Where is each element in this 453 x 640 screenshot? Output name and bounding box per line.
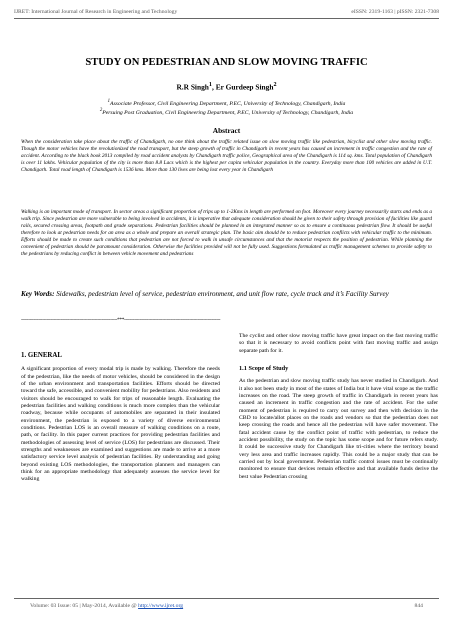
keywords-label: Key Words: bbox=[21, 290, 55, 298]
intro-paragraph: The cyclist and other slow moving traffic have great impact on the fast moving traffic so that it is necessary to avoid conflicts point with fast moving traffic and assign separate path for it. bbox=[239, 333, 438, 354]
author-separator: , bbox=[211, 82, 216, 92]
page-footer bbox=[30, 603, 423, 609]
journal-name: IJRET: International Journal of Research in Engineering and Technology bbox=[14, 9, 178, 15]
affiliation-superscript: 2 bbox=[99, 108, 103, 113]
journal-header bbox=[14, 9, 439, 15]
journal-issn: eISSN: 2319-1163 | pISSN: 2321-7308 bbox=[351, 9, 439, 15]
author-name: Er Gurdeep Singh bbox=[215, 82, 274, 92]
section-heading: 1. GENERAL bbox=[21, 352, 62, 359]
journal-link[interactable]: http://www.ijret.org bbox=[138, 603, 184, 609]
page-number: 844 bbox=[414, 603, 423, 609]
keywords-text: Sidewalks, pedestrian level of service, pedestrian environment, and unit flow rate, cycle track and it’s Facility Survey bbox=[54, 290, 389, 298]
subsection-paragraph: As the pedestrian and slow moving traffic study has never studied in Chandigarh. And it also not been study in most of the states of India but it have vital scope as the traffic increases on the road. The steep growth of traffic in Chandigarh in recent years has caused an increment in traffic congestion and the rate of accident. For the safer moment of pedestrian is required to carry out survey and then with decision in the CBD to locate/allot places on the roads and vendors so that the pedestrian does not keep crossing the roads and hence all the pedestrian will have safer movement. The fatal accident cause by the conflict point of traffic with pedestrian, to reduce the accident possibility, the study on the topic has some scope and for future refers study. It could be successive study for Chandigarh like tri-cities where the territory bound very less area and traffic increases rapidly. This could be a major study that can be carried out by local government. Pedestrian traffic control issues must be continually monitored to ensure that devices remain effective and that available funds derive the best value Pedestrian crossing bbox=[239, 378, 438, 480]
footer-rule bbox=[14, 598, 439, 599]
paper-title: STUDY ON PEDESTRIAN AND SLOW MOVING TRAFFIC bbox=[85, 57, 368, 68]
author-name: R.R Singh bbox=[176, 82, 209, 92]
author-superscript: 1 bbox=[208, 82, 212, 88]
right-column bbox=[239, 333, 438, 481]
abstract-paragraph-1: When the consideration take place about the traffic of Chandigarh, no one think about the traffic related issue on slow moving traffic like pedestrian, bicyclist and other slow moving traffic. Though the motor vehicles have the revolutionized the road transport, but the steep growth of traffic in Chandigarh in recent years has caused an increment in traffic congestion and the rate of accident. According to the black book 2013 compiled by road accident analysts by Chandigarh traffic police, Geographical area of the Chandigarh is 114 sq. kms. Total population of Chandigarh is over 11 lakhs. Vehicular population of the city is more than 8.8 Lacs which is the highest per capita vehicular population in the country. Everyday more than 100 vehicles are added in U.T. Chandigarh. Total road length of Chandigarh is 1536 kms. More than 130 lives are being lost every year in Chandigarh bbox=[21, 139, 432, 173]
affiliation-text: Persuing Post Graduation, Civil Engineering Department, P.EC, University of Technology, Chandigarh, India bbox=[102, 109, 354, 116]
footer-volume bbox=[30, 603, 183, 609]
affiliation-1 bbox=[20, 99, 433, 107]
author-line bbox=[0, 82, 453, 91]
affiliation-2 bbox=[20, 108, 433, 116]
abstract-heading: Abstract bbox=[212, 126, 241, 135]
keywords bbox=[21, 289, 432, 301]
section-separator: --------------------------------------------------------------------***-------------------------------------------------------------------- bbox=[21, 317, 221, 323]
author-superscript: 2 bbox=[273, 82, 277, 88]
footer-volume-text: Volume: 03 Issue: 05 | May-2014, Available @ bbox=[30, 603, 139, 609]
subsection-heading: 1.1 Scope of Study bbox=[239, 364, 289, 372]
left-column bbox=[21, 333, 220, 484]
affiliation-text: Associate Professor, Civil Engineering Department, P.EC, University of Technology, Chandigarh, India bbox=[109, 100, 346, 107]
section-paragraph: A significant proportion of every modal trip is made by walking. Therefore the needs of the pedestrian, like the needs of motor vehicles, should be considered in the design of the urban environment and transportation facilities. Efforts should be directed toward the safe, accessible, and convenient mobility for pedestrians. Also residents and visitors should be encouraged to walk for trips of reasonable length. Evaluating the pedestrian facilities and walking conditions is much more complex than the vehicular roadway, because while occupants of automobiles are separated in their insulated environment, the pedestrian is exposed to a variety of diverse environmental conditions. Pedestrian LOS is an overall measure of walking conditions on a route, path, or facility. In this paper current practices for providing pedestrian facilities and methodologies of assessing level of service (LOS) for pedestrians are discussed. Their strengths and weaknesses are examined and suggestions are made to arrive at a more satisfactory service level analysis of pedestrian facilities. By understanding and going beyond existing LOS methodologies, the transportation planners and managers can think for an appropriate methodology that adequately assesses the service level for walking bbox=[21, 366, 220, 483]
abstract-paragraph-2: Walking is an important mode of transport. In sector areas a significant proportion of trips up to 1-2Kms in length are performed on foot. Moreover every journey necessarily starts and ends as a walk trip. Since pedestrian are more vulnerable to being involved in accidents, it is imperative that adequate consideration should be given to their safety through provision of facilities like guard rails, secured crossing areas, footpath and grade separations. Pedestrian facilities should be planned in an integrated manner so as to ensure a continuous pedestrian flow. It should be useful therefore to look at pedestrian needs for an area as a whole and prepare an overall strategic plan. The basic aim should be to reduce pedestrian conflicts with vehicular traffic to the minimum. Efforts should be made to create such conditions that pedestrian are not forced to walk in unsafe circumstances and that the motorist respects the position of pedestrian. While planning the convenient of pedestrian should be paramount consideration. Otherwise the facilities provided will not be fully used. Suggestions formulated as traffic management schemes to provide safety to the pedestrians by reducing conflict in between vehicle movement and pedestrians bbox=[21, 209, 432, 257]
header-rule bbox=[14, 18, 439, 19]
affiliation-superscript: 1 bbox=[107, 99, 110, 104]
